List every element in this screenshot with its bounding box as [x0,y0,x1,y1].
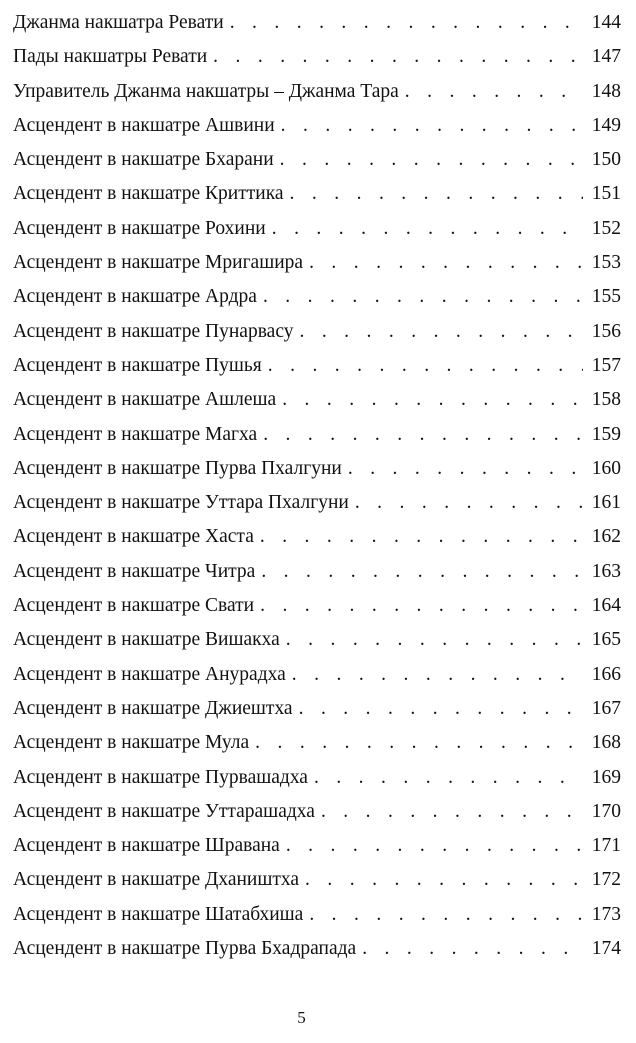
dot-leader [405,75,583,109]
toc-entry-title: Асцендент в накшатре Пушья [13,354,262,376]
dot-leader [260,589,583,623]
toc-entry-title: Асцендент в накшатре Бхарани [13,149,274,171]
toc-entry [13,452,621,486]
toc-entry [13,555,621,589]
toc-entry [13,315,621,349]
toc-entry [13,795,621,829]
toc-entry-title: Асцендент в накшатре Пунарвасу [13,320,294,342]
toc-entry-title: Асцендент в накшатре Шатабхиша [13,903,304,925]
dot-leader [230,6,583,40]
toc-entry [13,520,621,554]
dot-leader [305,863,583,897]
toc-entry-title: Асцендент в накшатре Уттара Пхалгуни [13,492,349,514]
toc-entry-page: 162 [591,526,621,548]
toc-entry [13,246,621,280]
toc-entry-page: 160 [591,457,621,479]
toc-entry [13,692,621,726]
toc-entry-title: Асцендент в накшатре Мригашира [13,252,304,274]
toc-entry-page: 158 [591,389,621,411]
dot-leader [321,795,583,829]
dot-leader [299,692,583,726]
toc-entry-page: 168 [591,732,621,754]
toc-entry [13,658,621,692]
toc-entry-page: 159 [591,423,621,445]
toc-entry-page: 174 [591,938,621,960]
dot-leader [281,109,583,143]
toc-entry-title: Управитель Джанма накшатры – Джанма Тара [13,80,399,102]
toc-entry-title: Джанма накшатра Ревати [13,12,224,33]
toc-entry-title: Асцендент в накшатре Уттарашадха [13,800,315,822]
toc-entry [13,6,621,40]
toc-entry-page: 167 [591,697,621,719]
toc-entry-page: 153 [591,252,621,274]
toc-entry [13,726,621,760]
toc-entry [13,623,621,657]
dot-leader [272,212,583,246]
toc-entry-title: Асцендент в накшатре Анурадха [13,663,286,685]
toc-entry-title: Асцендент в накшатре Пурва Пхалгуни [13,457,342,479]
dot-leader [309,246,583,280]
dot-leader [213,40,583,74]
toc-entry-title: Асцендент в накшатре Ашвини [13,114,275,136]
toc-entry-page: 151 [591,183,621,205]
toc-entry-title: Асцендент в накшатре Пурва Бхадрапада [13,938,357,960]
toc-entry-page: 170 [591,800,621,822]
dot-leader [255,726,583,760]
toc-entry [13,898,621,932]
toc-entry-title: Асцендент в накшатре Пурвашадха [13,766,308,788]
dot-leader [268,349,583,383]
dot-leader [260,520,583,554]
toc-entry-title: Асцендент в накшатре Мула [13,732,250,754]
toc-entry-title: Асцендент в накшатре Рохини [13,217,266,239]
toc-entry-page: 155 [591,286,621,308]
toc-entry-title: Пады накшатры Ревати [13,46,208,68]
toc-entry-page: 147 [591,46,621,68]
dot-leader [299,315,583,349]
toc-entry-page: 156 [591,320,621,342]
toc-entry-page: 173 [591,903,621,925]
toc-entry-title: Асцендент в накшатре Криттика [13,183,284,205]
toc-entry [13,761,621,795]
toc-entry [13,829,621,863]
dot-leader [280,143,583,177]
toc-entry [13,280,621,314]
page-number: 5 [297,1008,306,1027]
toc-entry-page: 171 [591,835,621,857]
dot-leader [348,452,583,486]
toc-entry-title: Асцендент в накшатре Дхаништха [13,869,300,891]
dot-leader [290,177,583,211]
toc-entry-page: 172 [591,869,621,891]
dot-leader [292,658,583,692]
dot-leader [286,829,583,863]
dot-leader [263,418,583,452]
toc-entry-title: Асцендент в накшатре Ардра [13,286,257,308]
toc-entry-title: Асцендент в накшатре Хаста [13,526,254,548]
toc-entry-page: 152 [591,217,621,239]
dot-leader [314,761,583,795]
toc-entry-page: 157 [591,354,621,376]
dot-leader [282,383,583,417]
table-of-contents [13,6,621,966]
toc-entry [13,177,621,211]
toc-entry [13,863,621,897]
toc-entry [13,418,621,452]
toc-entry [13,486,621,520]
toc-entry-page: 165 [591,629,621,651]
toc-entry-title: Асцендент в накшатре Шравана [13,835,280,857]
toc-entry-page: 149 [591,114,621,136]
toc-entry [13,75,621,109]
toc-entry [13,109,621,143]
toc-entry-title: Асцендент в накшатре Магха [13,423,258,445]
toc-entry-title: Асцендент в накшатре Читра [13,560,256,582]
toc-entry-page: 148 [591,80,621,102]
toc-entry [13,212,621,246]
toc-entry-title: Асцендент в накшатре Вишакха [13,629,280,651]
toc-entry [13,589,621,623]
toc-entry-page: 166 [591,663,621,685]
dot-leader [355,486,583,520]
toc-entry-page: 150 [591,149,621,171]
dot-leader [263,280,583,314]
toc-entry-page: 163 [591,560,621,582]
toc-entry-page: 144 [591,12,621,33]
toc-entry [13,143,621,177]
dot-leader [261,555,583,589]
toc-entry [13,932,621,966]
dot-leader [362,932,583,966]
toc-entry-title: Асцендент в накшатре Джиештха [13,697,293,719]
toc-entry-page: 161 [591,492,621,514]
toc-entry [13,40,621,74]
toc-entry-title: Асцендент в накшатре Свати [13,595,255,617]
toc-entry-title: Асцендент в накшатре Ашлеша [13,389,277,411]
toc-entry-page: 164 [591,595,621,617]
dot-leader [286,623,583,657]
dot-leader [309,898,583,932]
toc-entry-page: 169 [591,766,621,788]
toc-entry [13,349,621,383]
toc-entry [13,383,621,417]
